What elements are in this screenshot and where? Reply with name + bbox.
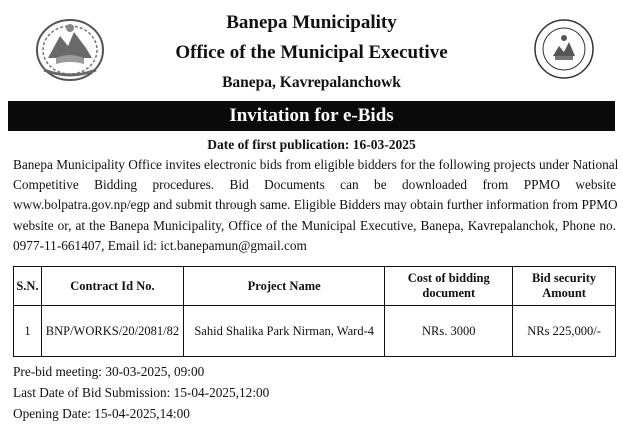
security-header <box>513 267 616 306</box>
security-cell: NRs 225,000/- <box>513 306 616 357</box>
body-line: 0977-11-661407, Email id: ict.banepamun@gmail.com <box>13 237 307 253</box>
publication-date: Date of first publication: 16-03-2025 <box>207 137 416 152</box>
cost-header-line: Cost of bidding <box>407 271 490 285</box>
notice-header <box>0 0 623 100</box>
office-name: Office of the Municipal Executive <box>175 42 448 63</box>
banepa-municipality-logo-icon <box>533 18 595 80</box>
body-line: Competitive Bidding procedures. Bid Documents can be downloaded from PPMO website <box>13 177 616 193</box>
body-line: Banepa Municipality Office invites electronic bids from eligible bidders for the following projects under National <box>13 157 619 172</box>
location: Banepa, Kavrepalanchowk <box>222 74 401 91</box>
body-line: www.bolpatra.gov.np/egp and submit through same. Eligible Bidders may obtain further information from PPMO <box>13 197 618 213</box>
cost-header <box>385 267 513 306</box>
security-header-line: Bid security <box>531 271 597 285</box>
project-name-header: Project Name <box>183 267 384 306</box>
contract-id-header: Contract Id No. <box>41 267 183 306</box>
opening-date: Opening Date: 15-04-2025,14:00 <box>13 406 190 421</box>
sn-cell: 1 <box>14 306 42 357</box>
cost-header-line: document <box>422 286 476 300</box>
org-name: Banepa Municipality <box>226 12 397 33</box>
security-header-line: Amount <box>542 286 586 300</box>
prebid-meeting: Pre-bid meeting: 30-03-2025, 09:00 <box>13 364 205 379</box>
table-header-row <box>14 267 616 306</box>
invitation-body <box>13 155 619 256</box>
last-submission-date: Last Date of Bid Submission: 15-04-2025,12:00 <box>13 385 270 400</box>
contract-id-cell: BNP/WORKS/20/2081/82 <box>41 306 183 357</box>
table-row <box>14 306 616 357</box>
cost-cell: NRs. 3000 <box>385 306 513 357</box>
sn-header: S.N. <box>14 267 42 306</box>
bids-table <box>13 266 616 357</box>
title-banner: Invitation for e-Bids <box>8 101 615 131</box>
project-name-cell: Sahid Shalika Park Nirman, Ward-4 <box>183 306 384 357</box>
body-line: website or, at the Banepa Municipality, Office of the Municipal Executive, Banepa, Kavrepalanchok, Phone no. <box>13 217 616 233</box>
